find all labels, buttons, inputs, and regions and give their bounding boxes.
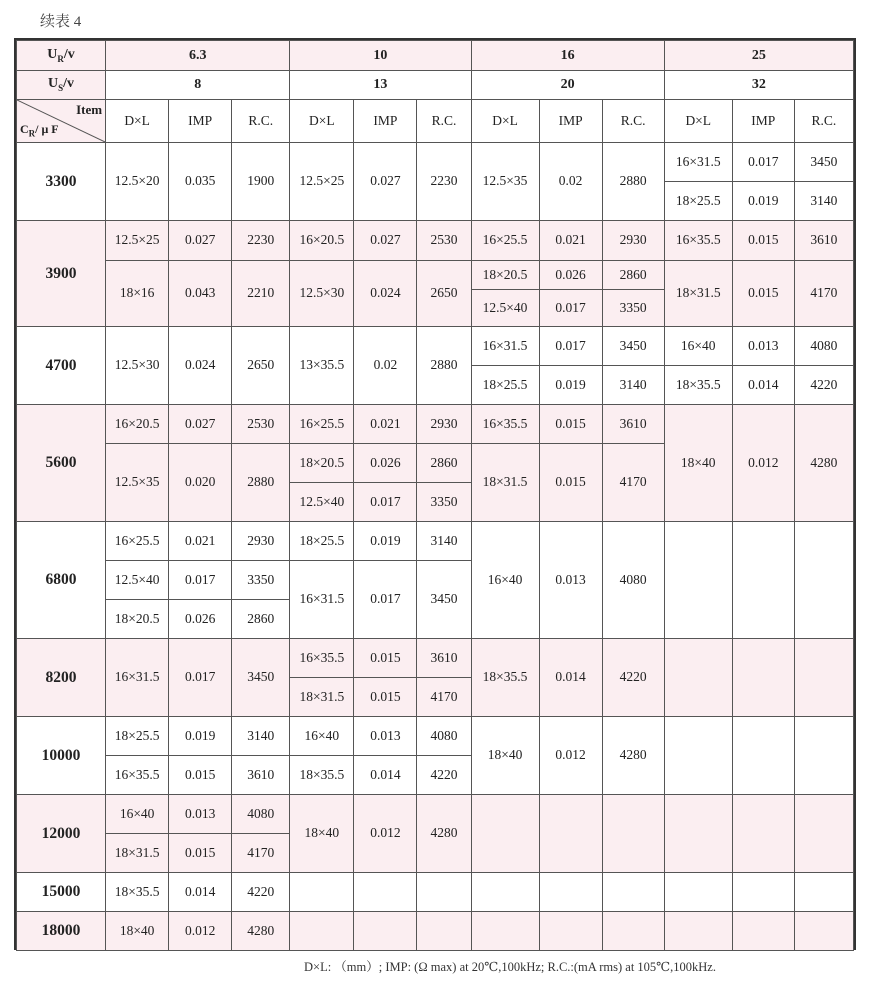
empty-cell (794, 717, 853, 795)
cell-dxl: 18×35.5 (664, 366, 732, 405)
cell-rc: 2530 (232, 405, 290, 444)
capacitance-15000: 15000 (17, 873, 106, 912)
empty-cell (664, 522, 732, 639)
column-header-row (17, 100, 854, 143)
empty-cell (732, 795, 794, 873)
cell-imp: 0.017 (169, 561, 232, 600)
cell-imp: 0.015 (354, 678, 417, 717)
empty-cell (732, 522, 794, 639)
col-rc: R.C. (232, 100, 290, 143)
cell-imp: 0.026 (169, 600, 232, 639)
cell-rc: 3350 (602, 290, 664, 327)
cell-dxl: 12.5×25 (290, 143, 354, 221)
col-imp: IMP (732, 100, 794, 143)
cell-rc: 2930 (602, 221, 664, 261)
ur-value-25: 25 (664, 41, 853, 71)
table-row (17, 261, 854, 290)
cell-rc: 4080 (794, 327, 853, 366)
cell-dxl: 12.5×30 (290, 261, 354, 327)
cell-imp: 0.027 (354, 143, 417, 221)
cell-dxl: 18×40 (664, 405, 732, 522)
cell-imp: 0.014 (539, 639, 602, 717)
cell-rc: 2210 (232, 261, 290, 327)
cell-dxl: 16×35.5 (664, 221, 732, 261)
cell-dxl: 12.5×25 (106, 221, 169, 261)
cell-imp: 0.012 (169, 912, 232, 951)
capacitor-spec-table-frame (14, 38, 856, 950)
capacitance-4700: 4700 (17, 327, 106, 405)
cr-label: $C_R/$ μ F (20, 121, 59, 139)
cell-dxl: 16×35.5 (290, 639, 354, 678)
cell-imp: 0.014 (169, 873, 232, 912)
ur-value-16: 16 (471, 41, 664, 71)
empty-cell (732, 639, 794, 717)
empty-cell (539, 873, 602, 912)
cell-dxl: 18×40 (471, 717, 539, 795)
cell-imp: 0.02 (354, 327, 417, 405)
cell-dxl: 18×20.5 (106, 600, 169, 639)
cell-imp: 0.012 (732, 405, 794, 522)
cell-dxl: 12.5×30 (106, 327, 169, 405)
table-row (17, 143, 854, 182)
cell-imp: 0.021 (169, 522, 232, 561)
cell-imp: 0.014 (732, 366, 794, 405)
cell-rc: 2860 (602, 261, 664, 290)
cell-dxl: 16×35.5 (106, 756, 169, 795)
col-dxl: D×L (471, 100, 539, 143)
cell-rc: 3450 (794, 143, 853, 182)
table-row (17, 912, 854, 951)
cell-rc: 3140 (602, 366, 664, 405)
table-row (17, 405, 854, 444)
cell-rc: 3350 (417, 483, 471, 522)
empty-cell (664, 639, 732, 717)
cell-rc: 2230 (417, 143, 471, 221)
cell-imp: 0.017 (169, 639, 232, 717)
cell-dxl: 16×25.5 (106, 522, 169, 561)
cell-dxl: 16×31.5 (106, 639, 169, 717)
cell-dxl: 16×20.5 (290, 221, 354, 261)
capacitance-6800: 6800 (17, 522, 106, 639)
cell-dxl: 18×35.5 (471, 639, 539, 717)
cell-imp: 0.024 (169, 327, 232, 405)
table-row (17, 873, 854, 912)
table-row (17, 327, 854, 366)
cell-dxl: 16×40 (664, 327, 732, 366)
table-row (17, 717, 854, 756)
us-value-8: 8 (106, 71, 290, 100)
cell-imp: 0.015 (539, 405, 602, 444)
cell-imp: 0.015 (169, 756, 232, 795)
cell-imp: 0.017 (354, 483, 417, 522)
us-header-row (17, 71, 854, 100)
cell-dxl: 16×40 (471, 522, 539, 639)
cell-imp: 0.02 (539, 143, 602, 221)
cell-rc: 2930 (417, 405, 471, 444)
cell-rc: 3450 (232, 639, 290, 717)
item-cr-diagonal-cell (17, 100, 106, 143)
cell-dxl: 12.5×20 (106, 143, 169, 221)
capacitance-3300: 3300 (17, 143, 106, 221)
empty-cell (471, 873, 539, 912)
col-dxl: D×L (664, 100, 732, 143)
empty-cell (290, 912, 354, 951)
capacitance-3900: 3900 (17, 221, 106, 327)
cell-dxl: 12.5×40 (471, 290, 539, 327)
empty-cell (794, 639, 853, 717)
cell-imp: 0.021 (539, 221, 602, 261)
ur-value-6-3: 6.3 (106, 41, 290, 71)
cell-imp: 0.013 (169, 795, 232, 834)
cell-imp: 0.024 (354, 261, 417, 327)
cell-rc: 4080 (602, 522, 664, 639)
col-imp: IMP (169, 100, 232, 143)
empty-cell (417, 912, 471, 951)
cell-imp: 0.035 (169, 143, 232, 221)
capacitance-5600: 5600 (17, 405, 106, 522)
cell-dxl: 16×25.5 (471, 221, 539, 261)
cell-dxl: 16×31.5 (664, 143, 732, 182)
cell-dxl: 18×25.5 (106, 717, 169, 756)
footnote: D×L: （mm）; IMP: (Ω max) at 20℃,100kHz; R.C.:(mA rms) at 105℃,100kHz. (304, 960, 716, 974)
cell-imp: 0.019 (354, 522, 417, 561)
cell-rc: 4220 (417, 756, 471, 795)
cell-dxl: 16×20.5 (106, 405, 169, 444)
cell-rc: 4080 (417, 717, 471, 756)
col-rc: R.C. (794, 100, 853, 143)
cell-dxl: 16×40 (290, 717, 354, 756)
cell-imp: 0.015 (169, 834, 232, 873)
cell-rc: 3350 (232, 561, 290, 600)
cell-imp: 0.019 (539, 366, 602, 405)
us-value-13: 13 (290, 71, 471, 100)
cell-imp: 0.012 (354, 795, 417, 873)
cell-dxl: 16×35.5 (471, 405, 539, 444)
cell-rc: 3450 (417, 561, 471, 639)
cell-rc: 3140 (794, 182, 853, 221)
capacitance-10000: 10000 (17, 717, 106, 795)
cell-imp: 0.017 (539, 327, 602, 366)
cell-dxl: 12.5×40 (290, 483, 354, 522)
cell-rc: 4280 (794, 405, 853, 522)
cell-imp: 0.020 (169, 444, 232, 522)
cell-dxl: 18×35.5 (290, 756, 354, 795)
empty-cell (794, 912, 853, 951)
cell-imp: 0.015 (354, 639, 417, 678)
cell-rc: 3610 (794, 221, 853, 261)
cell-imp: 0.027 (169, 221, 232, 261)
cell-rc: 4170 (602, 444, 664, 522)
col-rc: R.C. (602, 100, 664, 143)
cell-dxl: 18×20.5 (471, 261, 539, 290)
cell-imp: 0.015 (539, 444, 602, 522)
table-row (17, 221, 854, 261)
cell-rc: 1900 (232, 143, 290, 221)
cell-imp: 0.043 (169, 261, 232, 327)
col-dxl: D×L (106, 100, 169, 143)
ur-header-row (17, 41, 854, 71)
cell-dxl: 18×31.5 (471, 444, 539, 522)
empty-cell (602, 912, 664, 951)
empty-cell (664, 912, 732, 951)
empty-cell (417, 873, 471, 912)
cell-rc: 2930 (232, 522, 290, 561)
empty-cell (664, 873, 732, 912)
cell-imp: 0.017 (732, 143, 794, 182)
cell-dxl: 18×35.5 (106, 873, 169, 912)
empty-cell (471, 912, 539, 951)
cell-rc: 2230 (232, 221, 290, 261)
empty-cell (290, 873, 354, 912)
cell-rc: 4080 (232, 795, 290, 834)
col-dxl: D×L (290, 100, 354, 143)
cell-rc: 3610 (417, 639, 471, 678)
cell-imp: 0.013 (354, 717, 417, 756)
cell-imp: 0.013 (539, 522, 602, 639)
col-imp: IMP (539, 100, 602, 143)
cell-dxl: 12.5×35 (106, 444, 169, 522)
empty-cell (732, 912, 794, 951)
cell-rc: 2880 (232, 444, 290, 522)
empty-cell (471, 795, 539, 873)
cell-rc: 4170 (232, 834, 290, 873)
cell-dxl: 16×31.5 (471, 327, 539, 366)
cell-imp: 0.014 (354, 756, 417, 795)
table-row (17, 795, 854, 834)
cell-imp: 0.013 (732, 327, 794, 366)
cell-rc: 2650 (417, 261, 471, 327)
ur-value-10: 10 (290, 41, 471, 71)
table-caption: 续表 4 (40, 14, 82, 30)
col-imp: IMP (354, 100, 417, 143)
cell-imp: 0.026 (354, 444, 417, 483)
cell-rc: 4280 (232, 912, 290, 951)
cell-dxl: 16×31.5 (290, 561, 354, 639)
us-label-cell: $U_S/v$ (17, 71, 106, 100)
cell-dxl: 18×16 (106, 261, 169, 327)
cell-rc: 4280 (602, 717, 664, 795)
cell-dxl: 18×25.5 (471, 366, 539, 405)
cell-imp: 0.019 (732, 182, 794, 221)
empty-cell (354, 912, 417, 951)
capacitance-18000: 18000 (17, 912, 106, 951)
cell-dxl: 16×25.5 (290, 405, 354, 444)
empty-cell (794, 873, 853, 912)
empty-cell (602, 873, 664, 912)
capacitance-8200: 8200 (17, 639, 106, 717)
ur-label-cell: $U_R/v$ (17, 41, 106, 71)
capacitance-12000: 12000 (17, 795, 106, 873)
empty-cell (794, 522, 853, 639)
empty-cell (794, 795, 853, 873)
cell-rc: 4220 (602, 639, 664, 717)
cell-dxl: 18×20.5 (290, 444, 354, 483)
cell-rc: 4220 (794, 366, 853, 405)
capacitor-spec-table (16, 40, 854, 951)
cell-dxl: 12.5×35 (471, 143, 539, 221)
cell-rc: 2880 (602, 143, 664, 221)
empty-cell (539, 795, 602, 873)
cell-rc: 4280 (417, 795, 471, 873)
cell-dxl: 12.5×40 (106, 561, 169, 600)
empty-cell (602, 795, 664, 873)
cell-rc: 2530 (417, 221, 471, 261)
cell-imp: 0.019 (169, 717, 232, 756)
empty-cell (664, 795, 732, 873)
us-value-32: 32 (664, 71, 853, 100)
empty-cell (664, 717, 732, 795)
cell-dxl: 16×40 (106, 795, 169, 834)
cell-dxl: 13×35.5 (290, 327, 354, 405)
cell-imp: 0.017 (354, 561, 417, 639)
empty-cell (354, 873, 417, 912)
cell-imp: 0.015 (732, 261, 794, 327)
us-value-20: 20 (471, 71, 664, 100)
table-row (17, 522, 854, 561)
cell-dxl: 18×40 (290, 795, 354, 873)
cell-rc: 2860 (232, 600, 290, 639)
cell-dxl: 18×31.5 (290, 678, 354, 717)
empty-cell (732, 873, 794, 912)
item-label: Item (76, 102, 103, 117)
cell-rc: 2860 (417, 444, 471, 483)
cell-rc: 4220 (232, 873, 290, 912)
empty-cell (539, 912, 602, 951)
cell-dxl: 18×31.5 (106, 834, 169, 873)
cell-imp: 0.017 (539, 290, 602, 327)
cell-imp: 0.012 (539, 717, 602, 795)
cell-rc: 3140 (232, 717, 290, 756)
cell-imp: 0.015 (732, 221, 794, 261)
cell-rc: 3610 (232, 756, 290, 795)
cell-imp: 0.021 (354, 405, 417, 444)
empty-cell (732, 717, 794, 795)
cell-dxl: 18×40 (106, 912, 169, 951)
cell-imp: 0.027 (354, 221, 417, 261)
cell-imp: 0.026 (539, 261, 602, 290)
cell-rc: 4170 (794, 261, 853, 327)
cell-rc: 2650 (232, 327, 290, 405)
cell-rc: 2880 (417, 327, 471, 405)
col-rc: R.C. (417, 100, 471, 143)
cell-dxl: 18×31.5 (664, 261, 732, 327)
cell-rc: 3610 (602, 405, 664, 444)
cell-rc: 3450 (602, 327, 664, 366)
cell-rc: 3140 (417, 522, 471, 561)
cell-rc: 4170 (417, 678, 471, 717)
cell-dxl: 18×25.5 (290, 522, 354, 561)
cell-imp: 0.027 (169, 405, 232, 444)
cell-dxl: 18×25.5 (664, 182, 732, 221)
table-row (17, 639, 854, 678)
